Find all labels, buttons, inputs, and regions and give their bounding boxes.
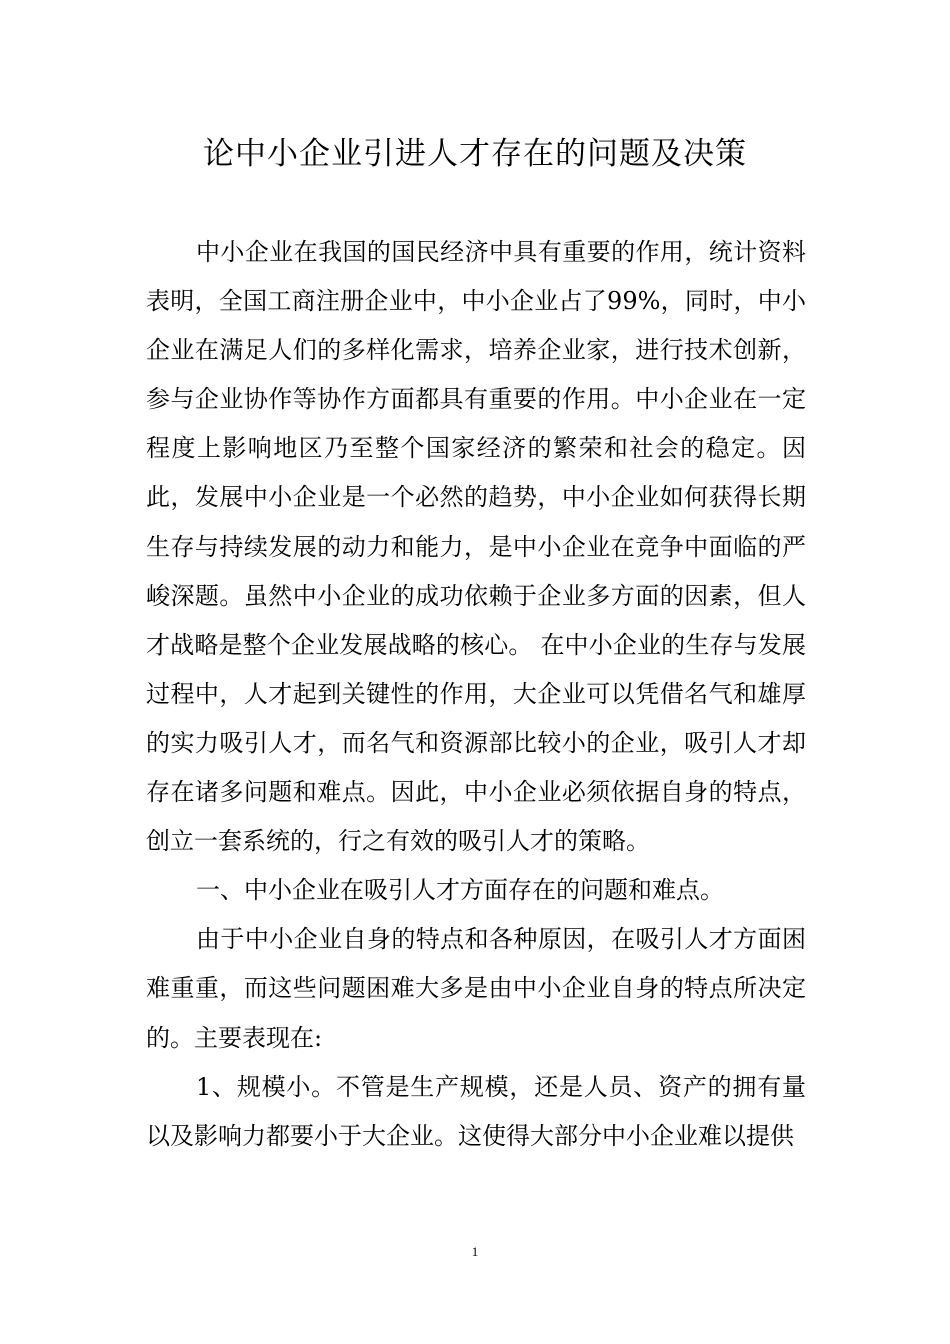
document-body [146,228,806,1161]
document-title: 论中小企业引进人才存在的问题及决策 [203,136,747,172]
section-heading-1: 一、中小企业在吸引人才方面存在的问题和难点。 [196,876,724,905]
paragraph-section-1: 由于中小企业自身的特点和各种原因，在吸引人才方面困难重重，而这些问题困难大多是由中小企业自身的特点所决定的。主要表现在: [146,925,806,1052]
paragraph-point-1: 1、规模小。不管是生产规模，还是人员、资产的拥有量以及影响力都要小于大企业。这使得大部分中小企业难以提供 [146,1072,806,1150]
page-number: 1 [471,1244,479,1259]
paragraph-intro: 中小企业在我国的国民经济中具有重要的作用，统计资料表明，全国工商注册企业中，中小企业占了99%，同时，中小企业在满足人们的多样化需求，培养企业家，进行技术创新，参与企业协作等协作方面都具有重要的作用。中小企业在一定程度上影响地区乃至整个国家经济的繁荣和社会的稳定。因此，发展中小企业是一个必然的趋势，中小企业如何获得长期生存与持续发展的动力和能力，是中小企业在竞争中面临的严峻深题。虽然中小企业的成功依赖于企业多方面的因素，但人才战略是整个企业发展战略的核心。 在中小企业的生存与发展过程中，人才起到关键性的作用，大企业可以凭借名气和雄厚的实力吸引人才，而名气和资源部比较小的企业，吸引人才却存在诸多问题和难点。因此，中小企业必须依据自身的特点，创立一套系统的，行之有效的吸引人才的策略。 [146,238,806,856]
